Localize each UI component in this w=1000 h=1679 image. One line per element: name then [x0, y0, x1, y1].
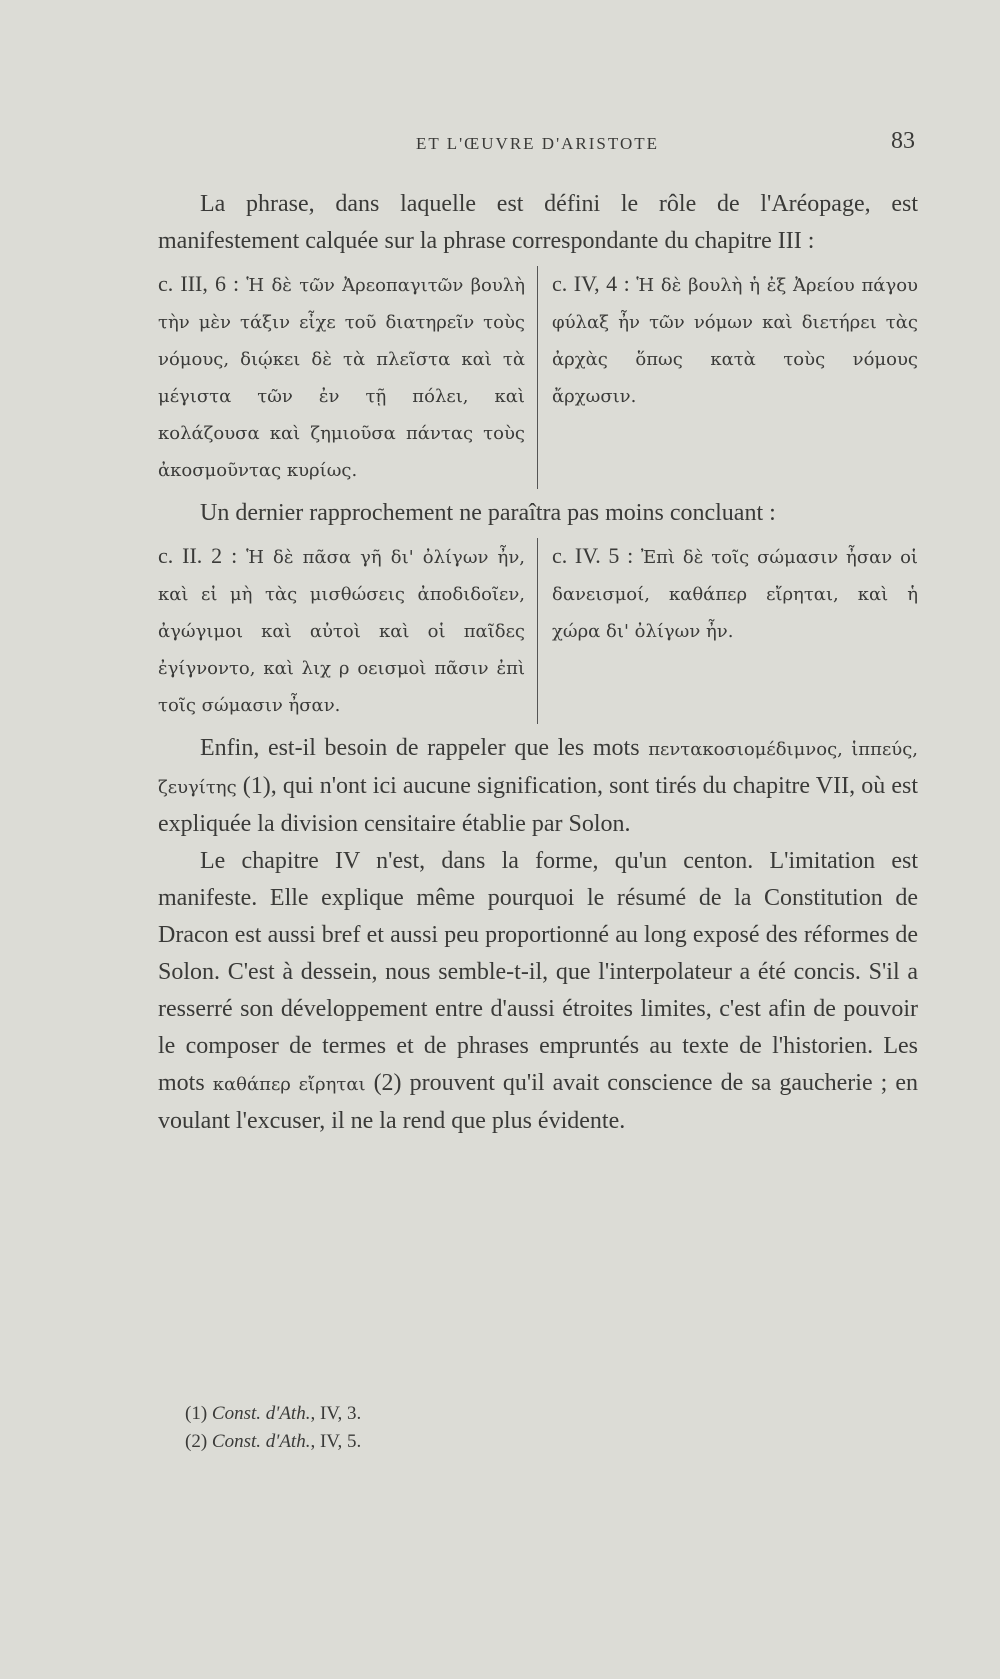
chapitre-greek-words: καθάπερ εἴρηται [212, 1074, 366, 1095]
footnote-1-number: (1) [185, 1403, 212, 1424]
footnote-2 [185, 1428, 785, 1456]
enfin-greek-words: πεντακοσιομέδιμνος, ἱππεύς, ζευγίτης [158, 739, 919, 798]
running-title: ET L'ŒUVRE D'ARISTOTE [416, 134, 659, 153]
comparison-1-left-greek: Ἡ δὲ τῶν Ἀρεοπαγιτῶν βουλὴ τὴν μὲν τάξιν εἶχε τοῦ διατηρεῖν τοὺς νόμους, διῴκει δὲ τὰ πλεῖστα καὶ τὰ μέγιστα τῶν ἐν τῇ πόλει, καὶ κολάζουσα καὶ ζημιοῦσα πάντας τοὺς ἀκοσμοῦντας κυρίως. [158, 275, 525, 481]
comparison-1-right-column [538, 266, 918, 489]
page-header [160, 128, 915, 158]
comparison-block-1 [158, 266, 918, 489]
comparison-2-left-column [158, 538, 538, 724]
intro-paragraph: La phrase, dans laquelle est défini le rôle de l'Aréopage, est manifestement calquée sur la phrase correspondante du chapitre III : [158, 191, 918, 254]
comparison-1-right-greek: Ἡ δὲ βουλὴ ἡ ἐξ Ἀρείου πάγου φύλαξ ἦν τῶν νόμων καὶ διετήρει τὰς ἀρχὰς ὅπως κατὰ τοὺς νόμους ἄρχωσιν. [552, 275, 918, 407]
comparison-1-left-ref: c. III, 6 : [158, 271, 247, 296]
enfin-text-1: Enfin, est-il besoin de rappeler que les mots [200, 735, 649, 761]
page-number: 83 [891, 128, 915, 154]
comparison-block-2 [158, 538, 918, 724]
comparison-1-left-column [158, 266, 538, 489]
comparison-2-right-ref: c. IV. 5 : [552, 543, 641, 568]
comparison-2-left-greek: Ἡ δὲ πᾶσα γῆ δι' ὀλίγων ἦν, καὶ εἰ μὴ τὰς μισθώσεις ἀποδιδοῖεν, ἀγώγιμοι καὶ αὐτοὶ καὶ οἱ παῖδες ἐγίγνοντο, καὶ λιχ ρ οεισμοὶ πᾶσιν ἐπὶ τοῖς σώμασιν ἦσαν. [158, 547, 525, 716]
footnote-1 [185, 1400, 785, 1428]
footnotes [185, 1400, 785, 1456]
page-body [158, 186, 918, 1140]
footnote-2-location: , IV, 5. [310, 1431, 362, 1452]
chapitre-text-1: Le chapitre IV n'est, dans la forme, qu'un centon. L'imitation est manifeste. Elle explique même pourquoi le résumé de la Constitution de Dracon est aussi bref et aussi peu proportionné au long exposé des réformes de Solon. C'est à dessein, nous semble-t-il, que l'interpolateur a été concis. S'il a resserré son développement entre d'aussi étroites limites, c'est afin de pouvoir le composer de termes et de phrases empruntés au texte de l'historien. Les mots [158, 848, 918, 1096]
chapitre-text-2: (2) prouvent qu'il avait conscience de sa gaucherie ; en voulant l'excuser, il ne la rend que plus évidente. [158, 1070, 918, 1134]
chapitre-paragraph [158, 843, 918, 1140]
enfin-paragraph [158, 730, 918, 843]
comparison-2-right-text [552, 538, 918, 650]
footnote-1-location: , IV, 3. [310, 1403, 362, 1424]
enfin-text-2: (1), qui n'ont ici aucune signification, sont tirés du chapitre VII, où est expliquée la division censitaire établie par Solon. [158, 773, 918, 837]
footnote-2-number: (2) [185, 1431, 212, 1452]
comparison-1-right-ref: c. IV, 4 : [552, 271, 637, 296]
footnote-2-work: Const. d'Ath. [211, 1431, 311, 1452]
comparison-1-right-text [552, 266, 918, 415]
comparison-1-left-text [158, 266, 525, 489]
comparison-2-left-text [158, 538, 525, 724]
comparison-2-right-column [538, 538, 918, 724]
footnote-1-work: Const. d'Ath. [211, 1403, 311, 1424]
comparison-2-left-ref: c. II. 2 : [158, 543, 247, 568]
comparison-2-right-greek: Ἐπὶ δὲ τοῖς σώμασιν ἦσαν οἱ δανεισμοί, καθάπερ εἴρηται, καὶ ἡ χώρα δι' ὀλίγων ἦν. [552, 547, 918, 642]
middle-paragraph: Un dernier rapprochement ne paraîtra pas moins concluant : [200, 500, 776, 526]
